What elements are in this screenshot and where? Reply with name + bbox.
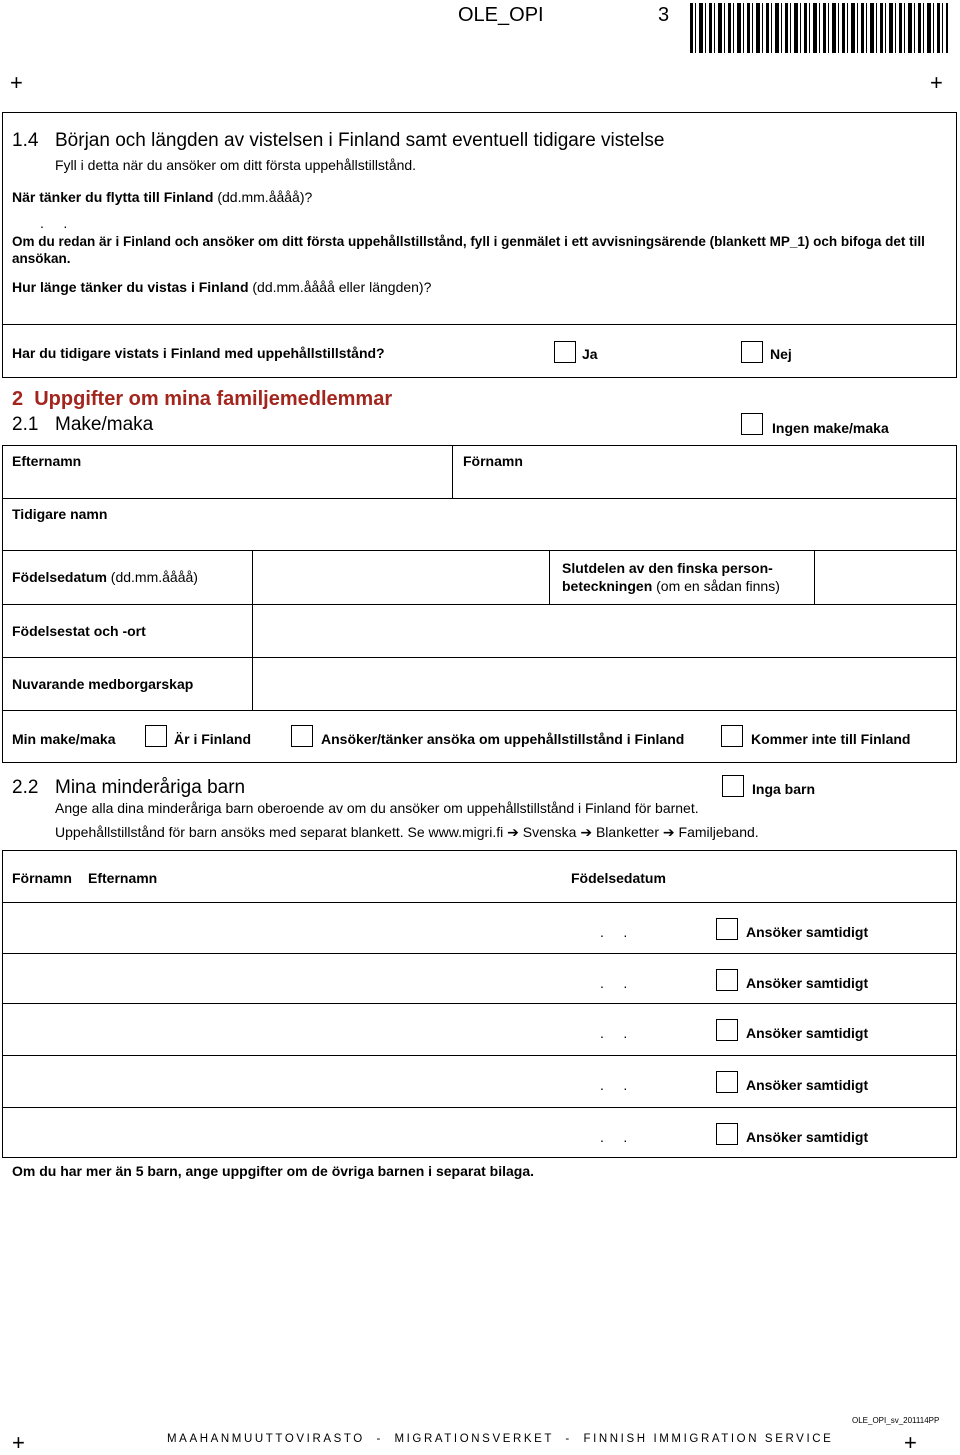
apply-together-checkbox[interactable]: [716, 1123, 738, 1145]
yes-label: Ja: [582, 346, 598, 362]
arrow-right-icon: ➔: [580, 824, 593, 840]
link-text: Uppehållstillstånd för barn ansöks med separat blankett. Se www.migri.fi: [55, 824, 508, 840]
pid-label: [562, 559, 780, 595]
col-dob: Födelsedatum: [571, 870, 666, 886]
col-first-name: Förnamn: [12, 870, 72, 886]
apply-together-label: Ansöker samtidigt: [746, 1077, 869, 1093]
apply-together-label: Ansöker samtidigt: [746, 1129, 869, 1145]
no-children-label: Inga barn: [752, 781, 816, 797]
breadcrumb-blanketter: Blanketter: [595, 824, 659, 840]
barcode: [690, 3, 948, 53]
section-2-1-number: 2.1: [12, 414, 39, 435]
apply-together-label: Ansöker samtidigt: [746, 975, 869, 991]
apply-together-label: Ansöker samtidigt: [746, 924, 869, 940]
first-name-label: Förnamn: [463, 453, 523, 469]
section-2-title: 2 Uppgifter om mina familjemedlemmar: [12, 388, 393, 410]
previous-name-input[interactable]: [4, 500, 954, 549]
move-date-label: När tänker du flytta till Finland: [12, 189, 214, 205]
section-1-4-number: 1.4: [12, 130, 39, 151]
citizenship-label: Nuvarande medborgarskap: [12, 676, 194, 692]
yes-checkbox[interactable]: [554, 341, 576, 363]
in-finland-label: Är i Finland: [174, 731, 251, 747]
page-number: 3: [658, 4, 670, 26]
children-instructions: Ange alla dina minderåriga barn oberoende av om du ansöker om uppehållstillstånd i Finland för barnet.: [55, 800, 699, 816]
agency-name: MAAHANMUUTTOVIRASTO - MIGRATIONSVERKET - FINNISH IMMIGRATION SERVICE: [167, 1433, 834, 1445]
no-spouse-checkbox[interactable]: [741, 413, 763, 435]
birthplace-input[interactable]: [254, 606, 954, 656]
pid-label-line1: Slutdelen av den finska person-: [562, 560, 773, 576]
section-1-4-title: Början och längden av vistelsen i Finland samt eventuell tidigare vistelse: [55, 130, 665, 151]
divider: [252, 550, 253, 710]
divider: [2, 324, 957, 325]
applying-label: Ansöker/tänker ansöka om uppehållstillstånd i Finland: [321, 731, 685, 747]
pid-label-line2: beteckningen (om en sådan finns): [562, 578, 780, 594]
dob-input[interactable]: [254, 552, 548, 603]
registration-mark-icon: +: [930, 70, 943, 95]
registration-mark-icon: +: [904, 1430, 917, 1455]
child-dob-input[interactable]: . .: [600, 1129, 628, 1145]
stay-length-label: Hur länge tänker du vistas i Finland: [12, 279, 249, 295]
divider: [549, 550, 550, 604]
section-2-1-title: Make/maka: [55, 414, 154, 435]
dob-hint: (dd.mm.åååå): [110, 569, 198, 585]
no-children-checkbox[interactable]: [722, 775, 744, 797]
apply-together-checkbox[interactable]: [716, 1019, 738, 1041]
pid-input[interactable]: [816, 552, 954, 603]
registration-mark-icon: +: [10, 70, 23, 95]
form-id: OLE_OPI_sv_201114PP: [852, 1416, 940, 1425]
spouse-status-label: Min make/maka: [12, 731, 116, 747]
applying-checkbox[interactable]: [291, 725, 313, 747]
section-2-2-number: 2.2: [12, 777, 39, 798]
divider: [2, 604, 957, 605]
move-date-input[interactable]: . .: [40, 215, 68, 231]
breadcrumb-svenska: Svenska: [522, 824, 577, 840]
arrow-right-icon: ➔: [662, 824, 675, 840]
previous-name-label: Tidigare namn: [12, 506, 108, 522]
surname-label: Efternamn: [12, 453, 82, 469]
arrow-right-icon: ➔: [507, 824, 519, 840]
apply-together-label: Ansöker samtidigt: [746, 1025, 869, 1041]
divider: [2, 498, 957, 499]
col-last-name: Efternamn: [88, 870, 158, 886]
section-1-4-subtitle: Fyll i detta när du ansöker om ditt första uppehållstillstånd.: [55, 157, 417, 173]
apply-together-checkbox[interactable]: [716, 969, 738, 991]
in-finland-checkbox[interactable]: [145, 725, 167, 747]
divider: [452, 445, 453, 498]
birthplace-label: Födelsestat och -ort: [12, 623, 146, 639]
children-link-line: [55, 824, 759, 841]
move-date-question: [12, 189, 312, 205]
child-dob-input[interactable]: . .: [600, 975, 628, 991]
not-coming-checkbox[interactable]: [721, 725, 743, 747]
children-footnote: Om du har mer än 5 barn, ange uppgifter om de övriga barnen i separat bilaga.: [12, 1163, 535, 1179]
dob-question: [12, 569, 198, 585]
child-dob-input[interactable]: . .: [600, 924, 628, 940]
no-spouse-label: Ingen make/maka: [772, 420, 889, 436]
stay-length-question: [12, 279, 431, 295]
child-dob-input[interactable]: . .: [600, 1077, 628, 1093]
form-code: OLE_OPI: [458, 4, 544, 26]
divider: [2, 710, 957, 711]
no-label: Nej: [770, 346, 792, 362]
stay-length-hint: (dd.mm.åååå eller längden)?: [252, 279, 432, 295]
child-dob-input[interactable]: . .: [600, 1025, 628, 1041]
apply-together-checkbox[interactable]: [716, 1071, 738, 1093]
dob-label: Födelsedatum: [12, 569, 107, 585]
not-coming-label: Kommer inte till Finland: [751, 731, 911, 747]
move-date-hint: (dd.mm.åååå)?: [217, 189, 313, 205]
divider: [814, 550, 815, 604]
apply-together-checkbox[interactable]: [716, 918, 738, 940]
citizenship-input[interactable]: [254, 659, 954, 709]
divider: [2, 657, 957, 658]
section-2-2-title: Mina minderåriga barn: [55, 777, 246, 798]
first-name-input[interactable]: [454, 447, 954, 497]
registration-mark-icon: +: [12, 1430, 25, 1455]
breadcrumb-familjeband: Familjeband.: [678, 824, 759, 840]
previous-stay-question: Har du tidigare vistats i Finland med uppehållstillstånd?: [12, 345, 385, 361]
already-in-finland-note: Om du redan är i Finland och ansöker om ditt första uppehållstillstånd, fyll i genmälet i ett avvisningsärende (blankett MP_1) och bifoga det till ansökan.: [12, 234, 925, 266]
surname-input[interactable]: [4, 447, 450, 497]
no-checkbox[interactable]: [741, 341, 763, 363]
